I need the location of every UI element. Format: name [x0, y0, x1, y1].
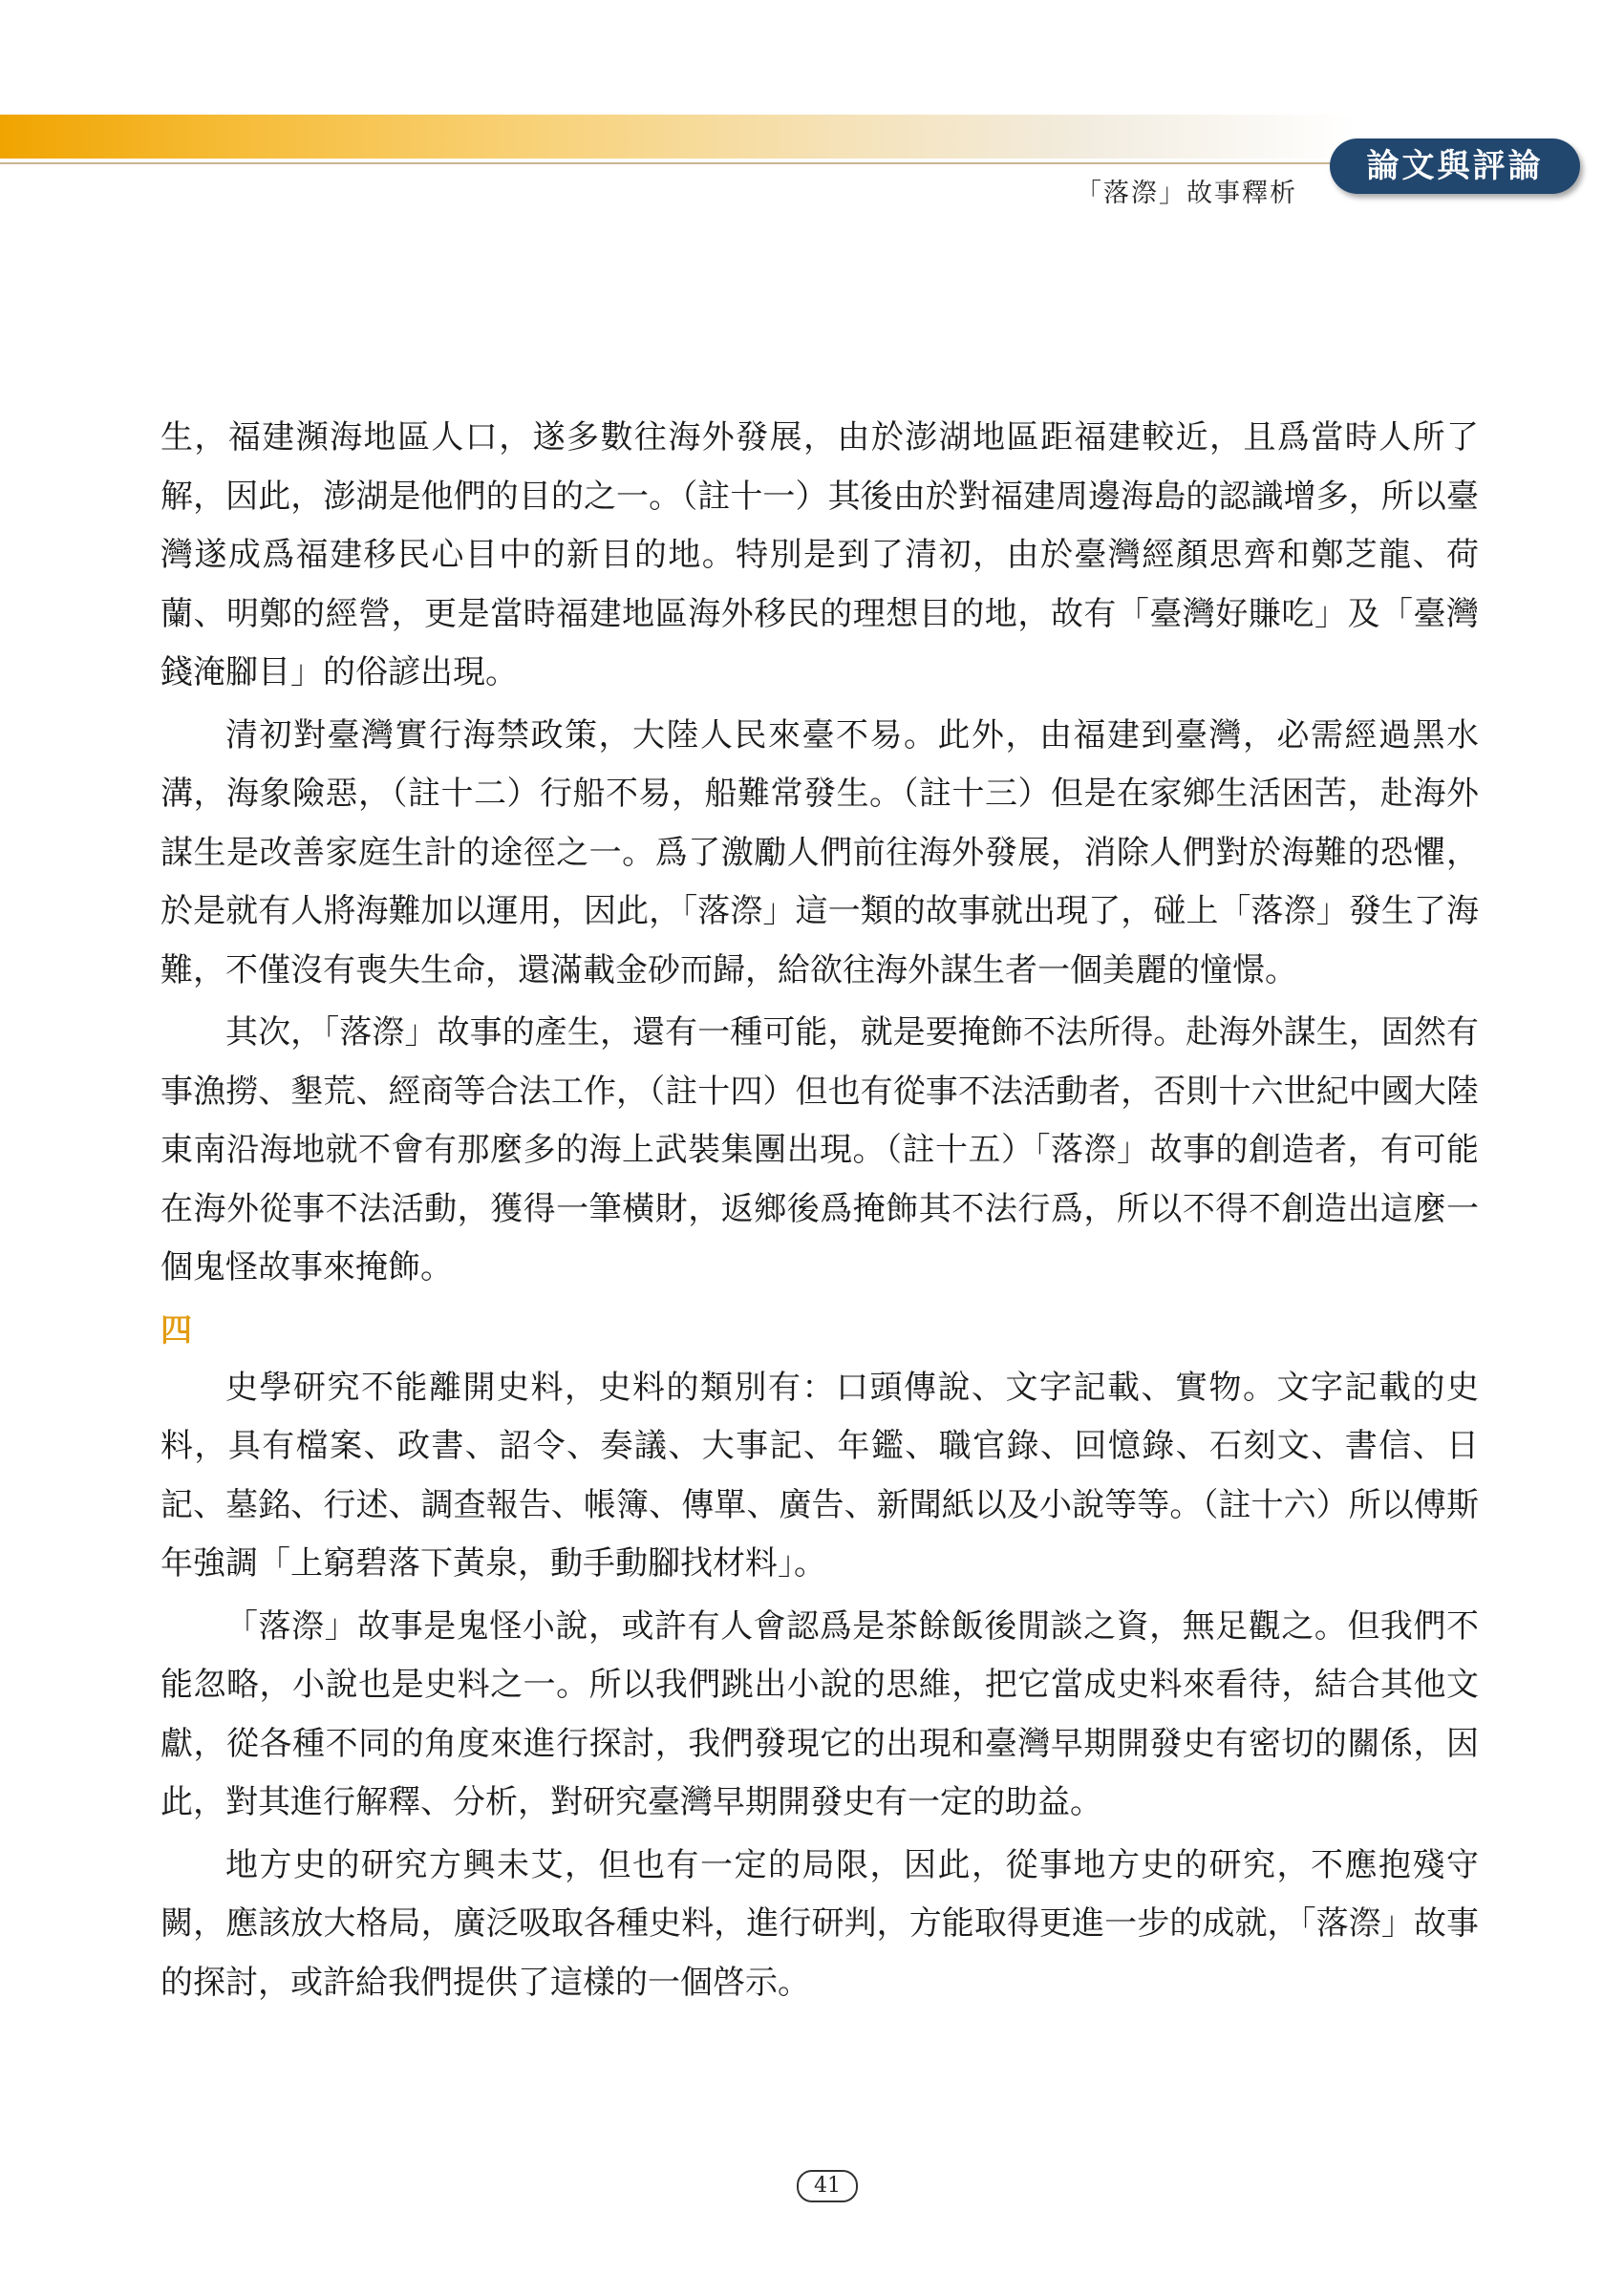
paragraph-6: 地方史的研究方興未艾，但也有一定的局限，因此，從事地方史的研究，不應抱殘守闕，應該放大格局，廣泛吸取各種史料，進行研判，方能取得更進一步的成就，「落漈」故事的探討，或許給我們提供了這樣的一個啓示。 [160, 1845, 1479, 2002]
page-number: 41 [797, 2170, 858, 2202]
running-title: 「落漈」故事釋析 [1076, 179, 1297, 208]
section-heading: 四 [160, 1310, 192, 1349]
paragraph-2: 清初對臺灣實行海禁政策，大陸人民來臺不易。此外，由福建到臺灣，必需經過黑水溝，海象險惡，（註十二）行船不易，船難常發生。（註十三）但是在家鄉生活困苦，赴海外謀生是改善家庭生計的途徑之一。爲了激勵人們前往海外發展，消除人們對於海難的恐懼，於是就有人將海難加以運用，因此，「落漈」這一類的故事就出現了，碰上「落漈」發生了海難，不僅沒有喪失生命，還滿載金砂而歸，給欲往海外謀生者一個美麗的憧憬。 [160, 715, 1479, 989]
paragraph-5: 「落漈」故事是鬼怪小說，或許有人會認爲是茶餘飯後閒談之資，無足觀之。但我們不能忽略，小說也是史料之一。所以我們跳出小說的思維，把它當成史料來看待，結合其他文獻，從各種不同的角度來進行探討，我們發現它的出現和臺灣早期開發史有密切的關係，因此，對其進行解釋、分析，對研究臺灣早期開發史有一定的助益。 [160, 1606, 1479, 1821]
paragraph-3: 其次，「落漈」故事的產生，還有一種可能，就是要掩飾不法所得。赴海外謀生，固然有事漁撈、墾荒、經商等合法工作，（註十四）但也有從事不法活動者，否則十六世紀中國大陸東南沿海地就不會有那麼多的海上武裝集團出現。（註十五）「落漈」故事的創造者，有可能在海外從事不法活動，獲得一筆橫財，返鄉後爲掩飾其不法行爲，所以不得不創造出這麼一個鬼怪故事來掩飾。 [160, 1013, 1479, 1286]
header-rule [0, 162, 1347, 164]
section-badge: 論文與評論 [1330, 138, 1580, 194]
paragraph-4: 史學研究不能離開史料，史料的類別有：口頭傳說、文字記載、實物。文字記載的史料，具有檔案、政書、詔令、奏議、大事記、年鑑、職官錄、回憶錄、石刻文、書信、日記、墓銘、行述、調查報告、帳簿、傳單、廣告、新聞紙以及小說等等。（註十六）所以傅斯年強調「上窮碧落下黃泉，動手動腳找材料」。 [160, 1368, 1479, 1583]
paragraph-1: 生，福建瀕海地區人口，遂多數往海外發展，由於澎湖地區距福建較近，且爲當時人所了解，因此，澎湖是他們的目的之一。（註十一）其後由於對福建周邊海島的認識增多，所以臺灣遂成爲福建移民心目中的新目的地。特別是到了清初，由於臺灣經顏思齊和鄭芝龍、荷蘭、明鄭的經營，更是當時福建地區海外移民的理想目的地，故有「臺灣好賺吃」及「臺灣錢淹腳目」的俗諺出現。 [160, 418, 1479, 691]
article-body [160, 409, 1479, 2016]
header-gradient-bar [0, 115, 1357, 159]
